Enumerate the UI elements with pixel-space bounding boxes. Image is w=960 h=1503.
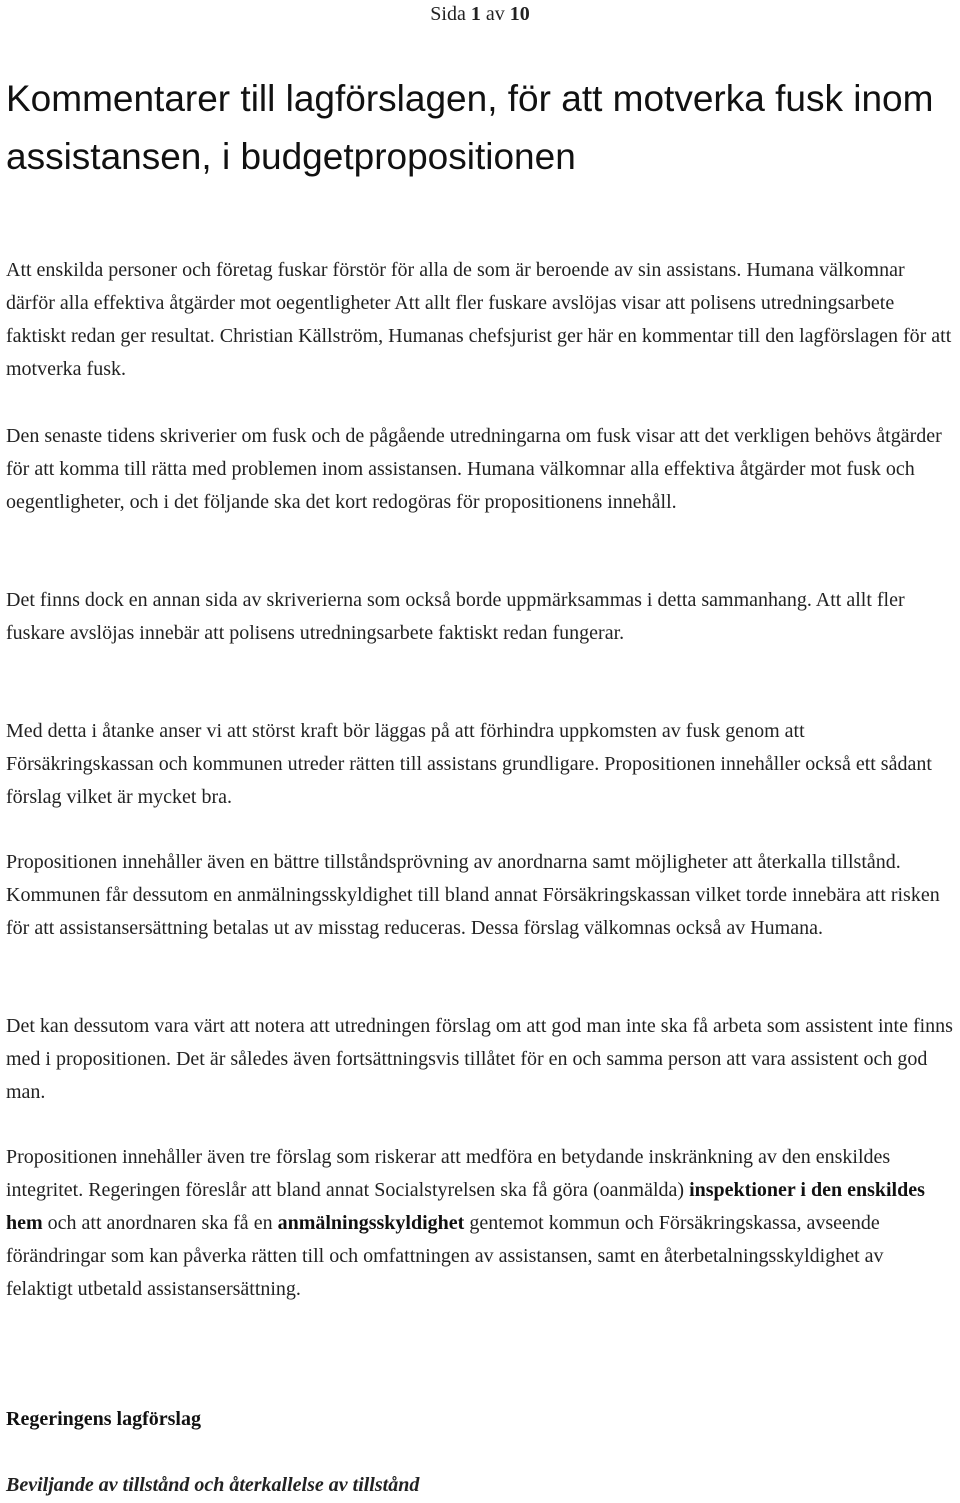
integrity-bold-reporting-duty: anmälningsskyldighet bbox=[277, 1212, 465, 1234]
document-title: Kommentarer till lagförslagen, för att motverka fusk inom assistansen, i budgetpropositionen bbox=[6, 78, 934, 177]
total-page-count: 10 bbox=[509, 3, 530, 25]
paragraph-background: Den senaste tidens skriverier om fusk och de pågående utredningarna om fusk visar att det verkligen behövs åtgärder för att komma till rätta med problemen inom assistansen. Humana välkomnar alla effektiva åtgärder mot fusk och oegentligheter, och i det följande ska det kort redogöras för propositionens innehåll. bbox=[6, 425, 942, 513]
page-label: Sida bbox=[430, 3, 466, 25]
paragraph-prevention: Med detta i åtanke anser vi att störst kraft bör läggas på att förhindra uppkomsten av fusk genom att Försäkringskassan och kommunen utreder rätten till assistans grundligare. Propositionen innehåller också ett sådant förslag vilket är mycket bra. bbox=[6, 720, 932, 808]
paragraph-other-side: Det finns dock en annan sida av skriverierna som också borde uppmärksammas i detta sammanhang. Att allt fler fuskare avslöjas innebär att polisens utredningsarbete faktiskt redan fungerar. bbox=[6, 589, 905, 644]
paragraph-permits: Propositionen innehåller även en bättre tillståndsprövning av anordnarna samt möjligheter att återkalla tillstånd. Kommunen får dessutom en anmälningsskyldighet till bland annat Försäkringskassan vilket torde innebära att risken för att assistansersättning betalas ut av misstag reduceras. Dessa förslag välkomnas också av Humana. bbox=[6, 851, 940, 939]
integrity-text-3: gentemot kommun och Försäkringskassa, avseende förändringar som kan påverka rätten till och omfattningen av assistansen, samt en återbetalningsskyldighet av felaktigt utbetald assistansersättning. bbox=[6, 1212, 884, 1300]
current-page-number: 1 bbox=[470, 3, 481, 25]
paragraph-integrity bbox=[6, 1141, 954, 1306]
section-heading: Regeringens lagförslag bbox=[6, 1408, 201, 1430]
paragraph-guardian: Det kan dessutom vara värt att notera att utredningen förslag om att god man inte ska få arbeta som assistent inte finns med i propositionen. Det är således även fortsättningsvis tillåtet för en och samma person att vara assistent och god man. bbox=[6, 1015, 953, 1103]
integrity-text-1: Propositionen innehåller även tre förslag som riskerar att medföra en betydande inskränkning av den enskildes integritet. Regeringen föreslår att bland annat Socialstyrelsen ska få göra (oanmälda) bbox=[6, 1146, 891, 1201]
intro-paragraph: Att enskilda personer och företag fuskar förstör för alla de som är beroende av sin assistans. Humana välkomnar därför alla effektiva åtgärder mot oegentligheter Att allt fler fuskare avslöjas visar att polisens utredningsarbete faktiskt redan ger resultat. Christian Källström, Humanas chefsjurist ger här en kommentar till den lagförslagen för att motverka fusk. bbox=[6, 259, 952, 380]
page-of-label: av bbox=[485, 3, 505, 25]
integrity-text-2: och att anordnaren ska få en bbox=[42, 1212, 278, 1234]
page-number-header bbox=[0, 0, 960, 28]
integrity-bold-inspections: inspektioner i den enskildes hem bbox=[6, 1179, 925, 1234]
subsection-heading: Beviljande av tillstånd och återkallelse av tillstånd bbox=[6, 1474, 420, 1496]
